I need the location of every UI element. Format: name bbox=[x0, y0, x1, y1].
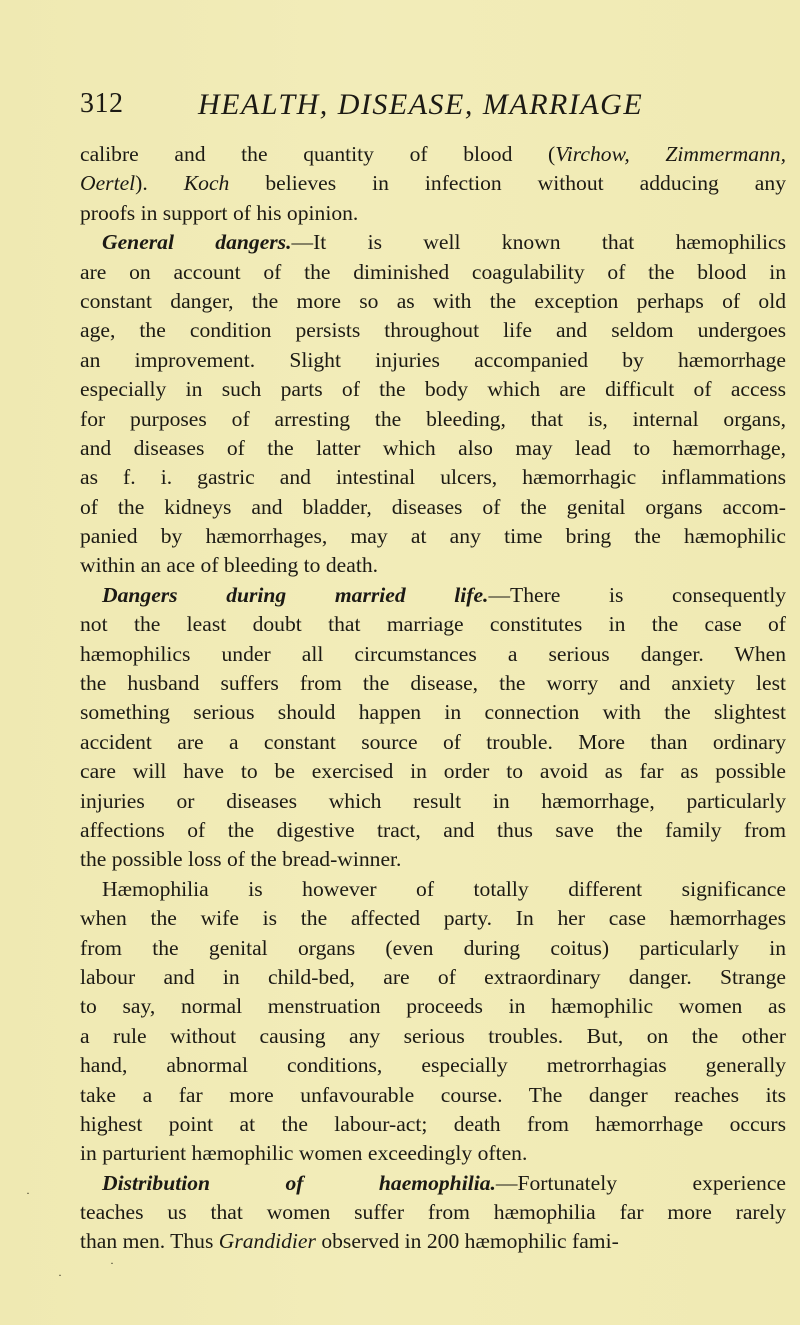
text-run: an improvement. Slight injuries accompanied by hæmorrhage bbox=[80, 347, 786, 372]
margin-speck: · bbox=[26, 1186, 30, 1200]
italic-name: Virchow, Zimmermann, bbox=[555, 142, 786, 166]
text-run: accident are a constant source of trouble. More than ordinary bbox=[80, 729, 786, 754]
text-line bbox=[80, 904, 786, 933]
section-heading: Distribution of haemophilia. bbox=[102, 1170, 496, 1195]
text-run: from the genital organs (even during coitus) particularly in bbox=[80, 935, 786, 960]
text-line bbox=[80, 258, 786, 287]
text-line bbox=[80, 963, 786, 992]
page-number: 312 bbox=[80, 88, 124, 119]
text-run: observed in 200 hæmophilic fami- bbox=[315, 1229, 619, 1254]
text-run: not the least doubt that marriage constitutes in the case of bbox=[80, 612, 786, 637]
text-line bbox=[80, 140, 786, 169]
text-line bbox=[80, 551, 786, 580]
text-line bbox=[80, 493, 786, 522]
paragraph-first-line bbox=[80, 228, 786, 257]
text-run: ). bbox=[135, 171, 184, 196]
margin-speck: · bbox=[58, 1268, 62, 1282]
text-run: —There is consequently bbox=[488, 582, 786, 607]
text-line bbox=[80, 816, 786, 845]
body-text bbox=[80, 140, 786, 1257]
section-heading: General dangers. bbox=[102, 230, 292, 255]
text-line bbox=[80, 169, 786, 198]
text-run: for purposes of arresting the bleeding, that is, internal organs, bbox=[80, 406, 786, 431]
text-run: labour and in child-bed, are of extraordinary danger. Strange bbox=[80, 964, 786, 989]
text-line bbox=[80, 316, 786, 345]
text-line bbox=[80, 757, 786, 786]
text-run: Hæmophilia is however of totally different significance bbox=[102, 876, 786, 901]
text-line bbox=[80, 728, 786, 757]
text-run: to say, normal menstruation proceeds in hæmophilic women as bbox=[80, 994, 786, 1019]
text-line bbox=[80, 199, 786, 228]
text-run: when the wife is the affected party. In her case hæmorrhages bbox=[80, 906, 786, 931]
text-run: care will have to be exercised in order to avoid as far as possible bbox=[80, 759, 786, 784]
margin-speck: · bbox=[110, 1256, 114, 1270]
text-run: and diseases of the latter which also may lead to hæmorrhage, bbox=[80, 435, 786, 460]
text-line bbox=[80, 1198, 786, 1227]
running-head: HEALTH, DISEASE, MARRIAGE bbox=[198, 88, 644, 121]
italic-name: Koch bbox=[183, 171, 230, 196]
text-line bbox=[80, 640, 786, 669]
text-run: as f. i. gastric and intestinal ulcers, hæmorrhagic inflammations bbox=[80, 465, 786, 490]
text-run: the husband suffers from the disease, the worry and anxiety lest bbox=[80, 671, 786, 696]
text-run: age, the condition persists throughout life and seldom undergoes bbox=[80, 318, 786, 343]
text-line bbox=[80, 463, 786, 492]
text-run: affections of the digestive tract, and thus save the family from bbox=[80, 817, 786, 842]
text-line bbox=[80, 1051, 786, 1080]
text-line bbox=[80, 787, 786, 816]
text-run: teaches us that women suffer from hæmophilia far more rarely bbox=[80, 1200, 786, 1225]
text-run: hæmophilics under all circumstances a serious danger. When bbox=[80, 641, 786, 666]
text-run: than men. Thus bbox=[80, 1229, 219, 1254]
text-line bbox=[80, 669, 786, 698]
text-line bbox=[80, 434, 786, 463]
text-run: of the kidneys and bladder, diseases of the genital organs accom- bbox=[80, 494, 786, 519]
paragraph-first-line bbox=[80, 1169, 786, 1198]
text-run: panied by hæmorrhages, may at any time bring the hæmophilic bbox=[80, 524, 786, 549]
text-run: the possible loss of the bread-winner. bbox=[80, 847, 402, 872]
text-run: in parturient hæmophilic women exceedingly often. bbox=[80, 1141, 528, 1166]
text-run: especially in such parts of the body which are difficult of access bbox=[80, 377, 786, 402]
text-run: something serious should happen in connection with the slightest bbox=[80, 700, 786, 725]
italic-name: Grandidier bbox=[218, 1229, 316, 1254]
text-line bbox=[80, 698, 786, 727]
text-line bbox=[80, 346, 786, 375]
text-line bbox=[80, 1022, 786, 1051]
text-line bbox=[80, 610, 786, 639]
text-line bbox=[80, 1081, 786, 1110]
text-line bbox=[80, 1227, 786, 1256]
text-run: proofs in support of his opinion. bbox=[80, 200, 359, 225]
text-run: a rule without causing any serious troubles. But, on the other bbox=[80, 1023, 786, 1048]
paragraph-first-line bbox=[80, 581, 786, 610]
text-run: within an ace of bleeding to death. bbox=[80, 553, 379, 578]
text-run: believes in infection without adducing any bbox=[229, 171, 786, 196]
text-run: —Fortunately experience bbox=[495, 1170, 786, 1195]
text-run: take a far more unfavourable course. The danger reaches its bbox=[80, 1082, 786, 1107]
text-run: constant danger, the more so as with the exception perhaps of old bbox=[80, 288, 786, 313]
text-line bbox=[80, 375, 786, 404]
text-line bbox=[80, 405, 786, 434]
text-line bbox=[80, 934, 786, 963]
text-run: are on account of the diminished coagulability of the blood in bbox=[80, 259, 786, 284]
section-heading: Dangers during married life. bbox=[102, 582, 489, 607]
text-line bbox=[80, 287, 786, 316]
text-line bbox=[80, 992, 786, 1021]
text-run: calibre and the quantity of blood ( bbox=[80, 142, 556, 166]
text-run: —It is well known that hæmophilics bbox=[291, 230, 786, 255]
text-run: highest point at the labour-act; death from hæmorrhage occurs bbox=[80, 1111, 786, 1136]
text-run: hand, abnormal conditions, especially metrorrhagias generally bbox=[80, 1053, 786, 1078]
text-line bbox=[80, 1110, 786, 1139]
text-run: injuries or diseases which result in hæmorrhage, particularly bbox=[80, 788, 786, 813]
text-line bbox=[80, 845, 786, 874]
italic-name: Oertel bbox=[80, 171, 136, 196]
paragraph-first-line bbox=[80, 875, 786, 904]
text-line bbox=[80, 522, 786, 551]
text-line bbox=[80, 1139, 786, 1168]
page-header bbox=[80, 88, 720, 128]
